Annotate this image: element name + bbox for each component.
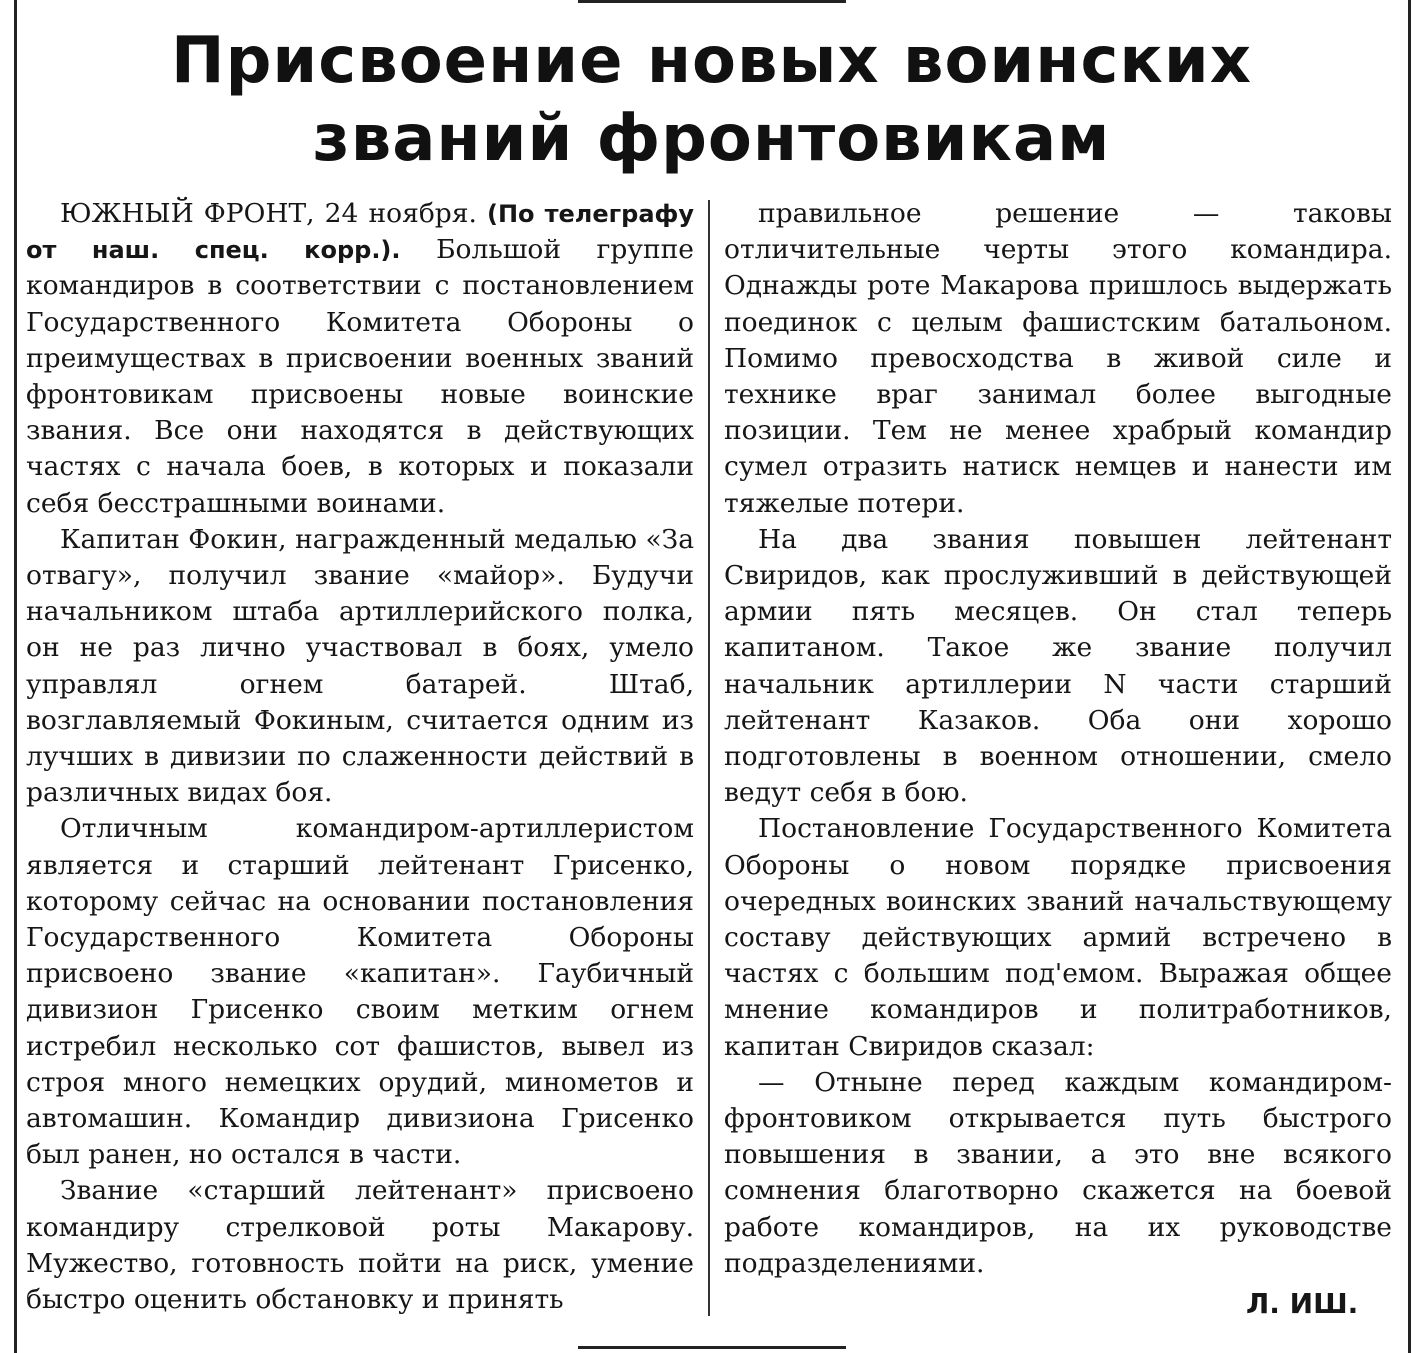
paragraph-fokin: Капитан Фокин, награжденный медалью «За отвагу», получил звание «майор». Будучи начальником штаба артиллерийского полка, он не раз лично участвовал в боях, умело управлял огнем батарей. Штаб, возглавляемый Фокиным, считается одним из лучших в дивизии по слаженности действий в различных видах боя. <box>26 523 694 809</box>
author-signature: Л. ИШ. <box>1246 1287 1359 1320</box>
left-column <box>26 196 694 1318</box>
page-border-right <box>1408 0 1411 1353</box>
dateline: ЮЖНЫЙ ФРОНТ, 24 ноября. <box>60 198 477 229</box>
page-border-left <box>14 0 17 1353</box>
paragraph-sviridov: На два звания повышен лейтенант Свиридов, как прослуживший в действующей армии пять месяцев. Он стал теперь капитаном. Такое же звание получил начальник артиллерии N части старший лейтенант Казаков. Оба они хорошо подготовлены в военном отношении, смело ведут себя в бою. <box>724 523 1392 809</box>
paragraph-lead <box>26 196 694 522</box>
paragraph-resolution: Постановление Государственного Комитета Обороны о новом порядке присвоения очередных воинских званий начальствующему составу действующих армий встречено в частях с большим под'емом. Выражая общее мнение командиров и политработников, капитан Свиридов сказал: <box>724 813 1392 1062</box>
bottom-rule <box>578 1346 846 1349</box>
source-credit: (По телеграфу от наш. спец. корр.). <box>26 200 694 265</box>
top-rule <box>578 0 846 3</box>
column-divider <box>708 200 710 1316</box>
paragraph-lead-text: Большой группе командиров в соответствии с постановлением Государственного Комитета Обороны о преимуществах в присвоении военных званий фронтовикам присвоены новые воинские звания. Все они находятся в действующих частях с начала боев, в которых и показали себя бесстрашными воинами. <box>26 234 694 519</box>
paragraph-grisenko: Отличным командиром-артиллеристом является и старший лейтенант Грисенко, которому сейчас на основании постановления Государственного Комитета Обороны присвоено звание «капитан». Гаубичный дивизион Грисенко своим метким огнем истребил несколько сот фашистов, вывел из строя много немецких орудий, минометов и автомашин. Командир дивизиона Грисенко был ранен, но остался в части. <box>26 813 694 1171</box>
paragraph-makarov-cont: правильное решение — таковы отличительные черты этого командира. Однажды роте Макарова пришлось выдержать поединок с целым фашистским батальоном. Помимо превосходства в живой силе и технике враг занимал более выгодные позиции. Тем не менее храбрый командир сумел отразить натиск немцев и нанести им тяжелые потери. <box>724 198 1392 519</box>
paragraph-makarov: Звание «старший лейтенант» присвоено командиру стрелковой роты Макарову. Мужество, готовность пойти на риск, умение быстро оценить обстановку и принять <box>26 1175 694 1316</box>
right-column <box>724 196 1392 1282</box>
paragraph-quote: — Отныне перед каждым командиром-фронтовиком открывается путь быстрого повышения в звании, а это вне всякого сомнения благотворно скажется на боевой работе командиров, на их руководстве подразделениями. <box>724 1066 1392 1279</box>
article-headline: Присвоение новых воинских званий фронтовикам <box>171 24 1252 176</box>
